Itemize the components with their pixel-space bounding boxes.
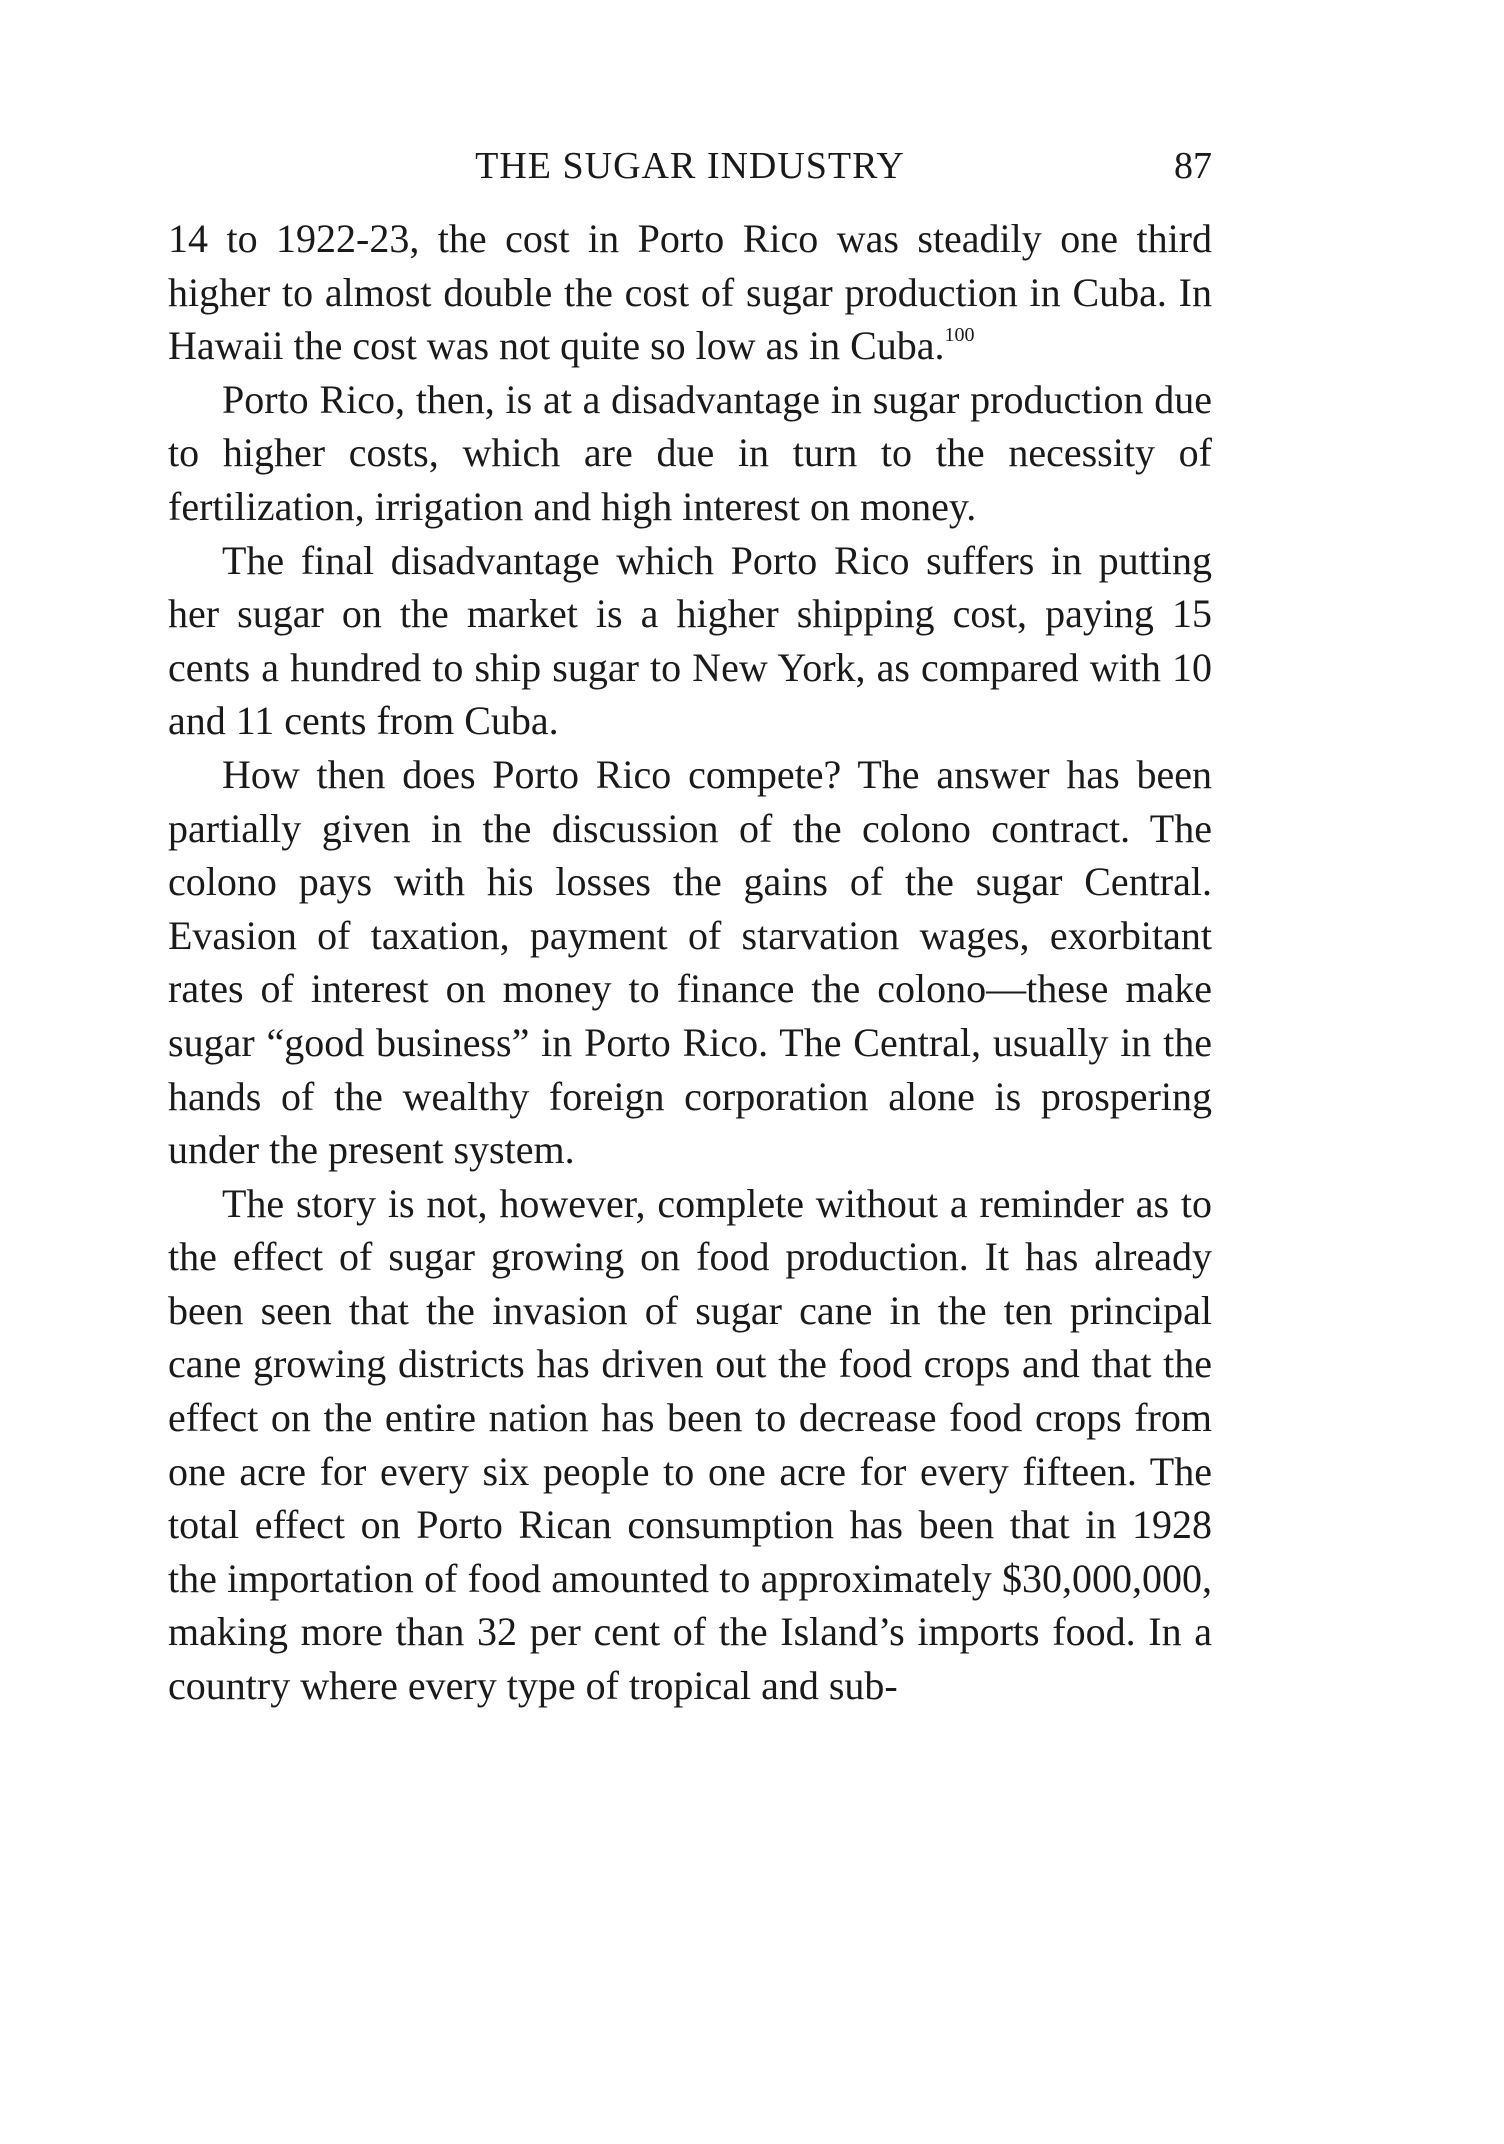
- paragraph: The final disadvantage which Porto Rico suffers in putting her sugar on the market is a higher shipping cost, paying 15 cents a hundred to ship sugar to New York, as compared with 10 and 11 cents from Cuba.: [168, 537, 1212, 744]
- paragraph-text: 14 to 1922-23, the cost in Porto Rico was steadily one third higher to almost double the cost of sugar production in Cuba. In Hawaii the cost was not quite so low as in Cuba.: [168, 216, 1212, 369]
- page-number: 87: [1174, 145, 1212, 187]
- body-text: [168, 212, 1212, 1713]
- paragraph: The story is not, however, complete without a reminder as to the effect of sugar growing on food production. It has already been seen that the invasion of sugar cane in the ten principal cane growing districts has driven out the food crops and that the effect on the entire nation has been to decrease food crops from one acre for every six people to one acre for every fifteen. The total effect on Porto Rican consumption has been that in 1928 the importation of food amounted to approximately $30,000,000, making more than 32 per cent of the Island’s imports food. In a country where every type of tropical and sub-: [168, 1180, 1212, 1709]
- running-title: THE SUGAR INDUSTRY: [475, 145, 905, 187]
- footnote-reference: 100: [944, 324, 975, 347]
- paragraph: [168, 212, 1212, 373]
- paragraph: How then does Porto Rico compete? The answer has been partially given in the discussion of the colono contract. The colono pays with his losses the gains of the sugar Central. Evasion of taxation, payment of starvation wages, exorbitant rates of interest on money to finance the colono—these make sugar “good business” in Porto Rico. The Central, usually in the hands of the wealthy foreign corporation alone is prospering under the present system.: [168, 751, 1212, 1173]
- paragraph: Porto Rico, then, is at a disadvantage in sugar production due to higher costs, which are due in turn to the necessity of fertilization, irrigation and high interest on money.: [168, 376, 1212, 529]
- running-head: [168, 140, 1212, 192]
